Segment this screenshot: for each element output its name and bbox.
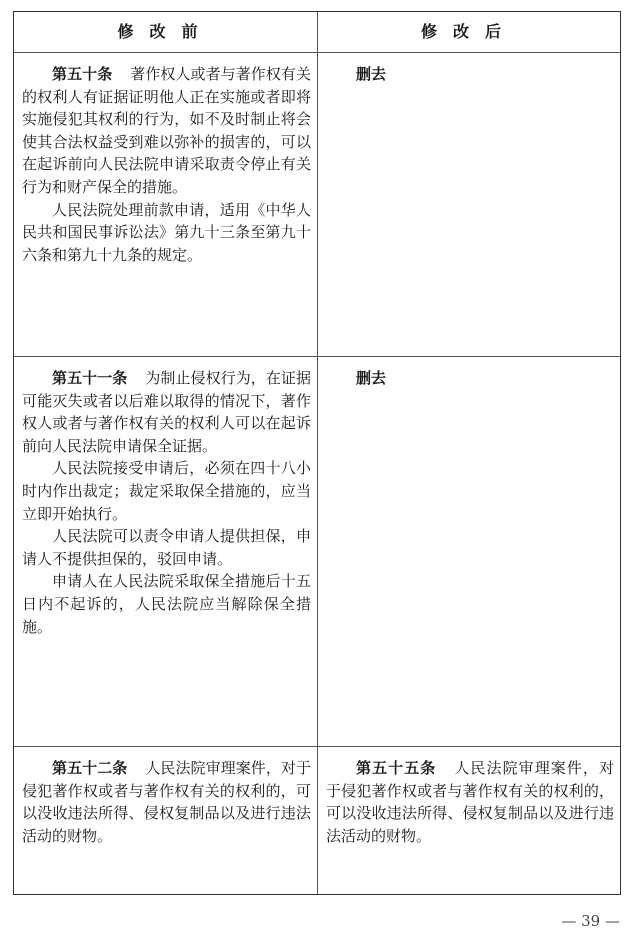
row1-before-cell [14, 53, 317, 266]
header-after: 修改后 [420, 22, 517, 41]
paragraph: 人民法院审理案件，对于侵犯著作权或者与著作权有关的权利的，可以没收违法所得、侵权复制品以及进行违法活动的财物。 [22, 759, 311, 845]
row3-before-cell [14, 747, 317, 847]
paragraph: 为制止侵权行为，在证据可能灭失或者以后难以取得的情况下，著作权人或者与著作权有关的权利人可以在起诉前向人民法院申请保全证据。 [22, 369, 311, 455]
paragraph: 人民法院审理案件，对于侵犯著作权或者与著作权有关的权利的，可以没收违法所得、侵权复制品以及进行违法活动的财物。 [326, 759, 614, 845]
comparison-table [13, 11, 621, 895]
row2-after-cell [318, 357, 620, 390]
row1-after-cell [318, 53, 620, 86]
row2-before-cell [14, 357, 317, 638]
paragraph: 人民法院接受申请后，必须在四十八小时内作出裁定；裁定采取保全措施的，应当立即开始执行。 [22, 459, 311, 523]
article-number: 第五十条 [52, 65, 113, 83]
article-number: 第五十一条 [52, 369, 128, 387]
page-number: — 39 — [561, 912, 620, 930]
deleted-label: 删去 [356, 369, 387, 387]
paragraph: 著作权人或者与著作权有关的权利人有证据证明他人正在实施或者即将实施侵犯其权利的行为，如不及时制止将会使其合法权益受到难以弥补的损害的，可以在起诉前向人民法院申请采取责令停止有关行为和财产保全的措施。 [22, 65, 311, 196]
header-before: 修改前 [117, 22, 214, 41]
article-number: 第五十五条 [356, 759, 437, 777]
paragraph: 人民法院处理前款申请，适用《中华人民共和国民事诉讼法》第九十三条至第九十六条和第九十九条的规定。 [22, 200, 311, 264]
article-number: 第五十二条 [52, 759, 128, 777]
row3-after-cell [318, 747, 620, 847]
deleted-label: 删去 [356, 65, 387, 83]
paragraph: 人民法院可以责令申请人提供担保，申请人不提供担保的，驳回申请。 [22, 527, 311, 568]
paragraph: 申请人在人民法院采取保全措施后十五日内不起诉的，人民法院应当解除保全措施。 [22, 572, 311, 636]
